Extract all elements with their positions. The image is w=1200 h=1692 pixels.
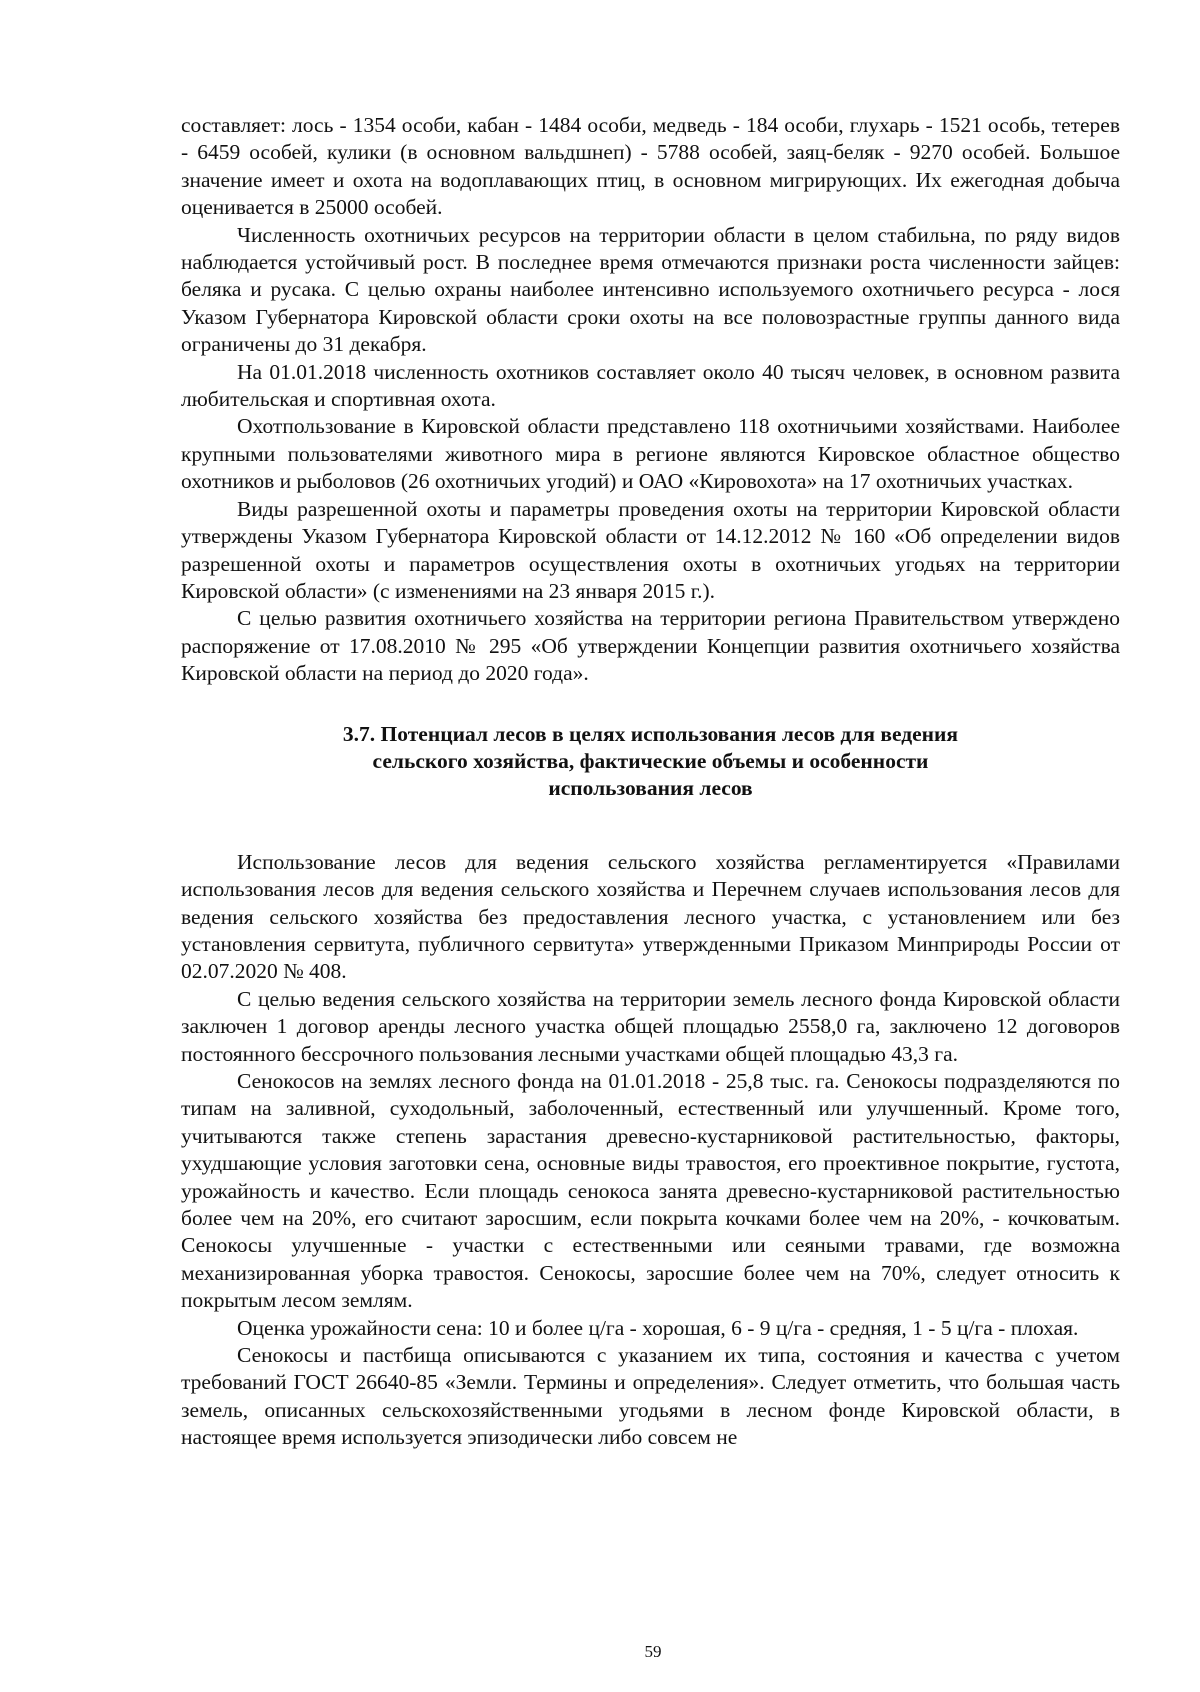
page-number: 59 <box>644 1642 662 1661</box>
paragraph-hunters-count: На 01.01.2018 численность охотников составляет около 40 тысяч человек, в основном развита любительская и спортивная охота. <box>181 359 1120 412</box>
paragraph-hunting-concept: С целью развития охотничьего хозяйства на территории региона Правительством утверждено распоряжение от 17.08.2010 № 295 «Об утверждении Концепции развития охотничьего хозяйства Кировской области на период до 2020 года». <box>181 606 1120 686</box>
paragraph-pastures: Сенокосы и пастбища описываются с указанием их типа, состояния и качества с учетом требований ГОСТ 26640-85 «Земли. Термины и определения». Следует отметить, что большая часть земель, описанных сельскохозяйственными угодьями в лесном фонде Кировской области, в настоящее время используется эпизодически либо совсем не <box>181 1343 1120 1450</box>
paragraph-hayfields: Сенокосов на землях лесного фонда на 01.01.2018 - 25,8 тыс. га. Сенокосы подразделяются по типам на заливной, суходольный, заболоченный, естественный или улучшенный. Кроме того, учитываются также степень зарастания древесно-кустарниковой растительностью, факторы, ухудшающие условия заготовки сена, основные виды травостоя, его проективное покрытие, густота, урожайность и качество. Если площадь сенокоса занята древесно-кустарниковой растительностью более чем на 20%, его считают заросшим, если покрыта кочками более чем на 20%, - кочковатым. Сенокосы улучшенные - участки с естественными или сеяными травами, где возможна механизированная уборка травостоя. Сенокосы, заросшие более чем на 70%, следует относить к покрытым лесом землям. <box>181 1069 1120 1313</box>
section-heading-line-2: сельского хозяйства, фактические объемы и особенности <box>372 748 929 773</box>
section-heading-line-1: 3.7. Потенциал лесов в целях использования лесов для ведения <box>342 721 959 746</box>
section-heading <box>181 721 1120 803</box>
paragraph-agriculture-rules: Использование лесов для ведения сельского хозяйства регламентируется «Правилами использования лесов для ведения сельского хозяйства и Перечнем случаев использования лесов для ведения сельского хозяйства без предоставления лесного участка, с установлением или без установления сервитута, публичного сервитута» утвержденными Приказом Минприроды России от 02.07.2020 № 408. <box>181 849 1120 984</box>
paragraph-lease-contracts: С целью ведения сельского хозяйства на территории земель лесного фонда Кировской области заключен 1 договор аренды лесного участка общей площадью 2558,0 га, заключено 12 договоров постоянного бессрочного пользования лесными участками общей площадью 43,3 га. <box>181 986 1120 1066</box>
paragraph-hunting-farms: Охотпользование в Кировской области представлено 118 охотничьими хозяйствами. Наиболее крупными пользователями животного мира в регионе являются Кировское областное общество охотников и рыболовов (26 охотничьих угодий) и ОАО «Кировохота» на 17 охотничьих участках. <box>181 414 1120 494</box>
paragraph-continued: составляет: лось - 1354 особи, кабан - 1484 особи, медведь - 184 особи, глухарь - 1521 особь, тетерев - 6459 особей, кулики (в основном вальдшнеп) - 5788 особей, заяц-беляк - 9270 особей. Большое значение имеет и охота на водоплавающих птиц, в основном мигрирующих. Их ежегодная добыча оценивается в 25000 особей. <box>181 113 1120 220</box>
document-page <box>181 112 1120 1452</box>
paragraph-hay-yield: Оценка урожайности сена: 10 и более ц/га - хорошая, 6 - 9 ц/га - средняя, 1 - 5 ц/га - плохая. <box>237 1315 1079 1340</box>
paragraph-hunting-resources: Численность охотничьих ресурсов на территории области в целом стабильна, по ряду видов наблюдается устойчивый рост. В последнее время отмечаются признаки роста численности зайцев: беляка и русака. С целью охраны наиболее интенсивно используемого охотничьего ресурса - лося Указом Губернатора Кировской области сроки охоты на все половозрастные группы данного вида ограничены до 31 декабря. <box>181 222 1120 357</box>
section-heading-line-3: использования лесов <box>548 776 753 801</box>
paragraph-hunting-types: Виды разрешенной охоты и параметры проведения охоты на территории Кировской области утверждены Указом Губернатора Кировской области от 14.12.2012 № 160 «Об определении видов разрешенной охоты и параметров осуществления охоты в охотничьих угодьях на территории Кировской области» (с изменениями на 23 января 2015 г.). <box>181 496 1120 603</box>
